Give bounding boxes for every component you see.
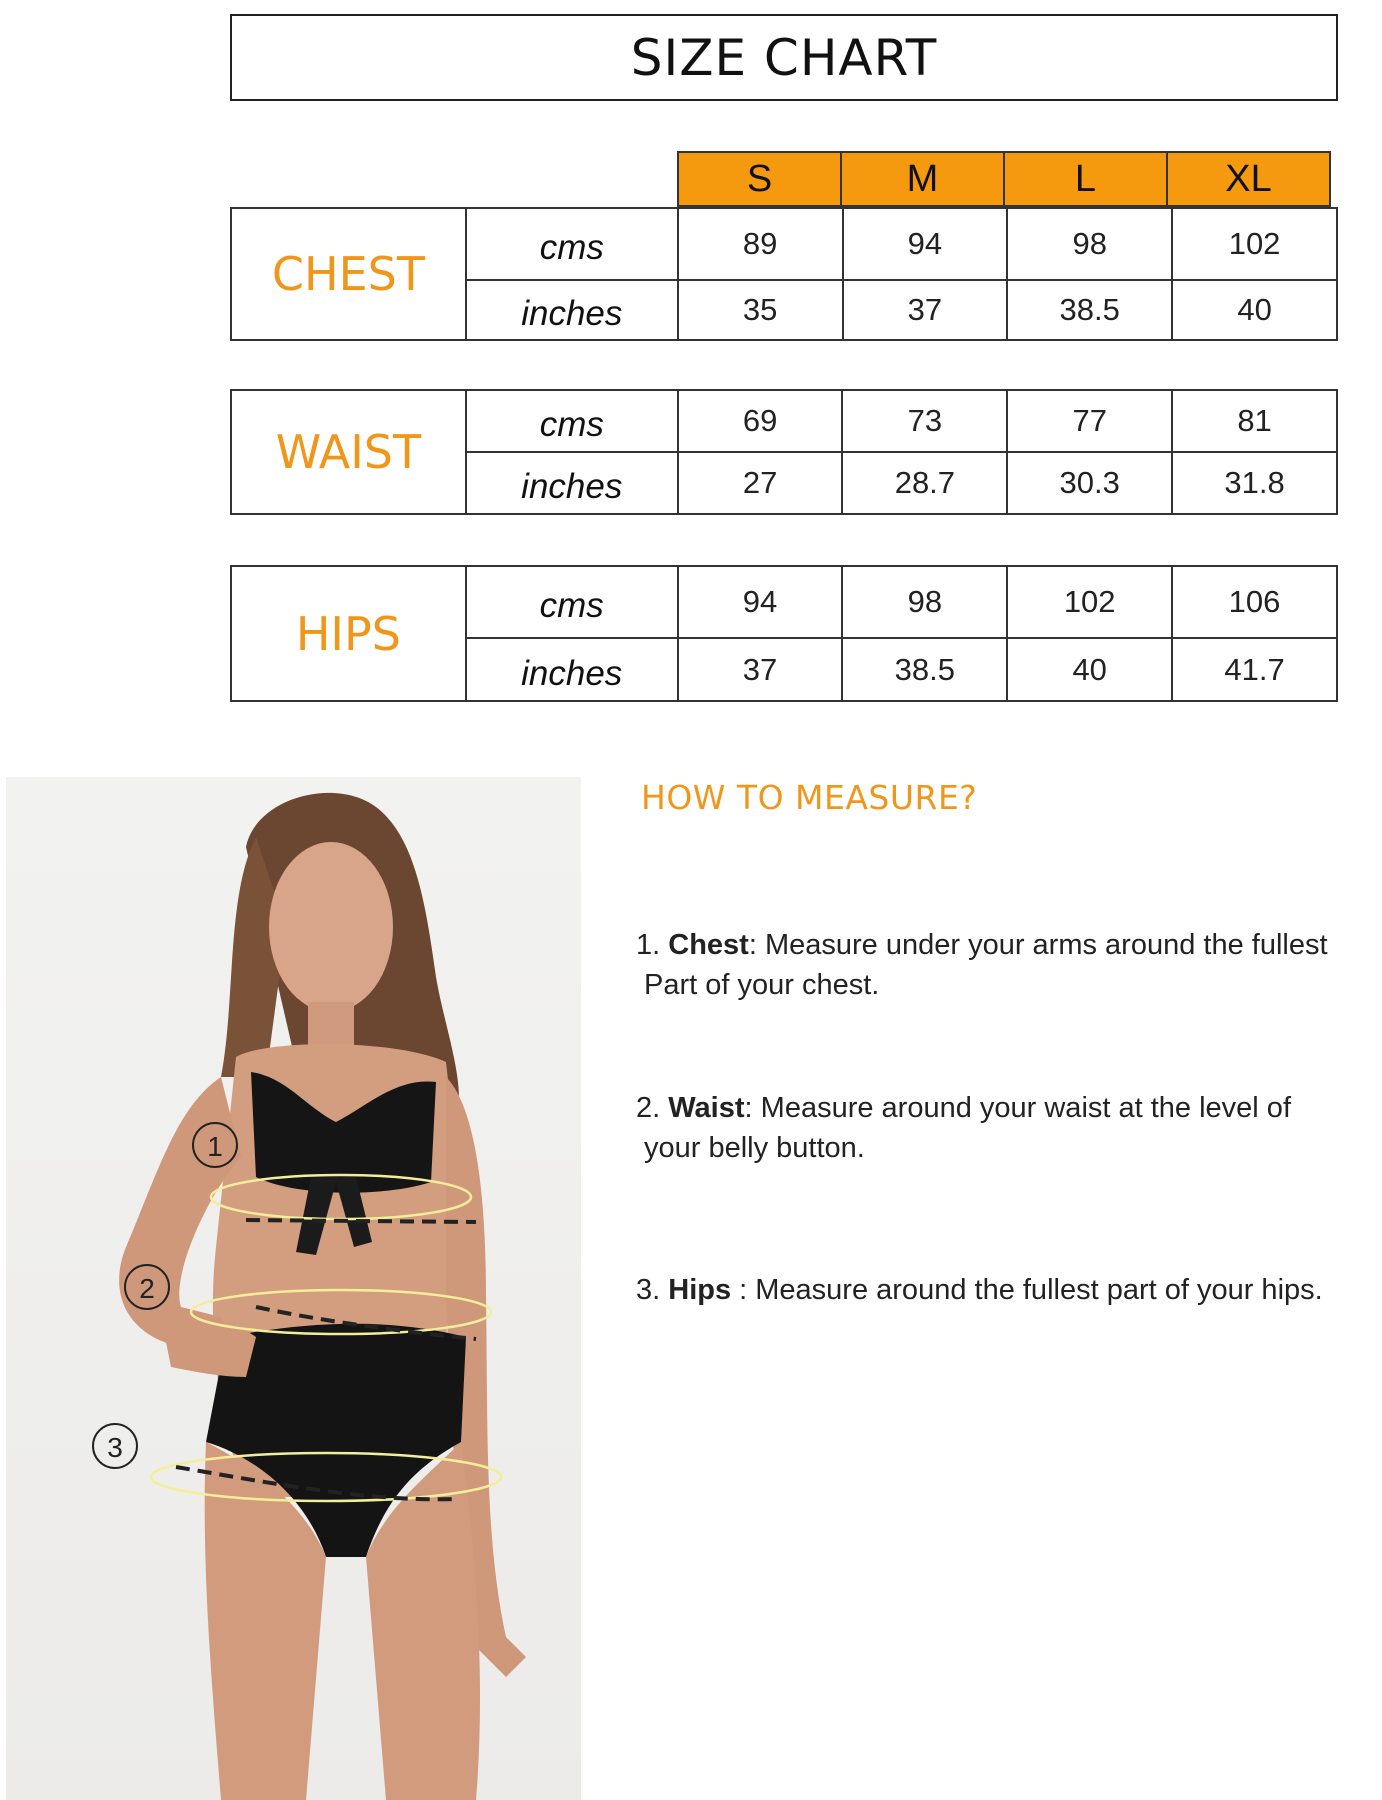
step-term: Waist: [668, 1092, 745, 1124]
table-cell: 38.5: [1007, 280, 1172, 340]
face-shape: [269, 842, 393, 1012]
hips-table: [230, 565, 1338, 702]
table-cell: 69: [678, 390, 843, 452]
marker-3: [93, 1424, 137, 1468]
table-cell: 37: [678, 638, 843, 701]
step-separator: :: [731, 1274, 756, 1306]
step-number: 1.: [636, 929, 669, 961]
table-cell: 77: [1007, 390, 1172, 452]
size-header-s: S: [677, 151, 842, 207]
step-text: Measure under your arms around the fullest: [764, 929, 1328, 961]
table-cell: 94: [843, 208, 1008, 280]
table-cell: 28.7: [842, 452, 1007, 514]
table-cell: 102: [1172, 208, 1337, 280]
step-waist: [636, 1088, 1291, 1168]
unit-label: inches: [466, 638, 678, 701]
unit-label: cms: [466, 208, 678, 280]
table-cell: 37: [843, 280, 1008, 340]
unit-label: cms: [466, 566, 678, 638]
table-cell: 35: [678, 280, 843, 340]
table-cell: 40: [1172, 280, 1337, 340]
table-cell: 89: [678, 208, 843, 280]
table-cell: 98: [1007, 208, 1172, 280]
chest-table: [230, 207, 1338, 341]
step-chest: [636, 925, 1328, 1005]
measure-label-hips: HIPS: [231, 566, 466, 701]
marker-2-label: 2: [139, 1273, 155, 1304]
table-cell: 94: [678, 566, 843, 638]
marker-1-label: 1: [207, 1131, 223, 1162]
step-term: Chest: [668, 929, 749, 961]
table-cell: 41.7: [1172, 638, 1337, 701]
measure-label-waist: WAIST: [231, 390, 466, 514]
step-separator: :: [744, 1092, 761, 1124]
page-title: SIZE CHART: [630, 28, 938, 87]
measure-label-chest: CHEST: [231, 208, 466, 340]
unit-label: inches: [466, 452, 678, 514]
step-term: Hips: [668, 1274, 732, 1306]
table-cell: 30.3: [1007, 452, 1172, 514]
size-header-row: [677, 151, 1331, 207]
size-header-xl: XL: [1166, 151, 1331, 207]
step-number: 3.: [636, 1274, 669, 1306]
model-photo: [6, 777, 581, 1800]
table-cell: 73: [842, 390, 1007, 452]
step-separator: :: [748, 929, 765, 961]
table-cell: 102: [1007, 566, 1172, 638]
table-cell: 38.5: [842, 638, 1007, 701]
size-header-m: M: [840, 151, 1005, 207]
table-cell: 40: [1007, 638, 1172, 701]
unit-label: inches: [466, 280, 678, 340]
table-cell: 106: [1172, 566, 1337, 638]
table-cell: 27: [678, 452, 843, 514]
size-header-l: L: [1003, 151, 1168, 207]
step-number: 2.: [636, 1092, 669, 1124]
step-hips: [636, 1270, 1323, 1310]
title-box: [230, 14, 1338, 101]
table-cell: 98: [842, 566, 1007, 638]
step-text-continued: your belly button.: [644, 1132, 865, 1164]
how-to-measure-heading: HOW TO MEASURE?: [641, 778, 978, 817]
marker-3-label: 3: [107, 1432, 123, 1463]
waist-table: [230, 389, 1338, 515]
unit-label: cms: [466, 390, 678, 452]
step-text: Measure around the fullest part of your hips.: [755, 1274, 1323, 1306]
step-text-continued: Part of your chest.: [644, 969, 880, 1001]
table-cell: 81: [1172, 390, 1337, 452]
model-figure: [6, 777, 581, 1800]
table-cell: 31.8: [1172, 452, 1337, 514]
step-text: Measure around your waist at the level of: [760, 1092, 1291, 1124]
